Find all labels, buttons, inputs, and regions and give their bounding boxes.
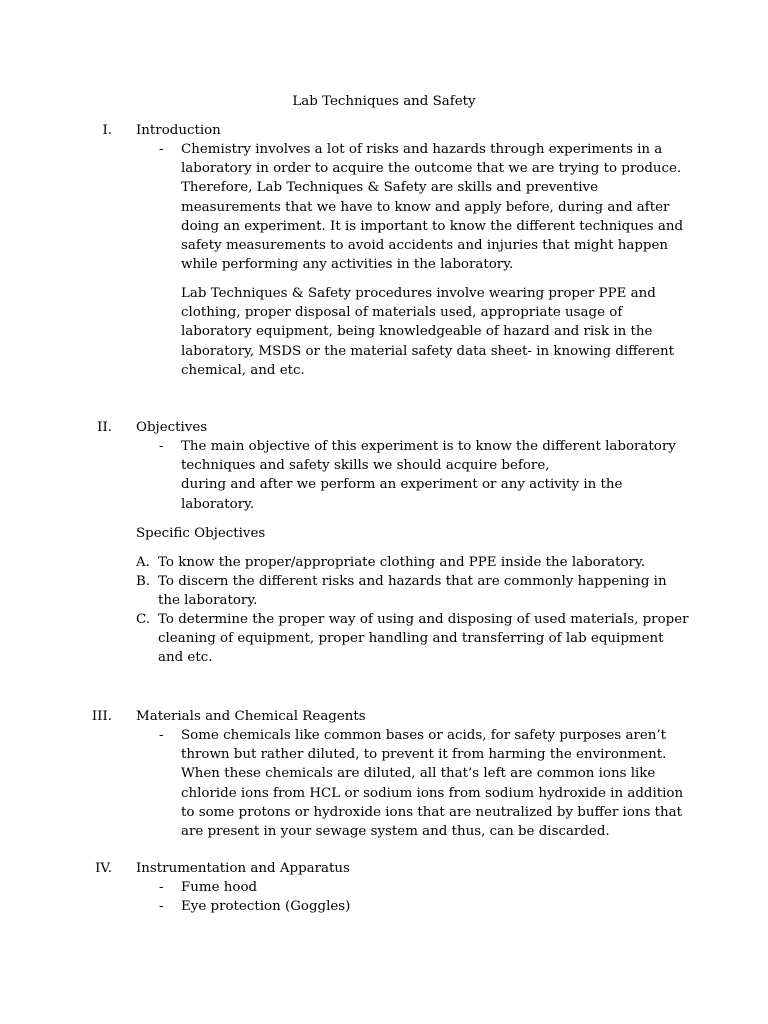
bullet-dash: - [159,142,164,157]
list-item: Eye protection (Goggles) [181,899,351,914]
text-line: To determine the proper way of using and disposing of used materials, proper [158,612,689,627]
bullet-dash: - [159,728,164,743]
text-line: Lab Techniques & Safety procedures involve wearing proper PPE and [181,286,656,301]
section-heading-instrumentation: Instrumentation and Apparatus [136,861,350,876]
bullet-dash: - [159,899,164,914]
text-line: Some chemicals like common bases or acids, for safety purposes aren’t [181,728,667,743]
specific-objective-a [158,553,645,572]
text-line: chemical, and etc. [181,362,305,378]
list-letter-b: B. [136,574,151,589]
text-line: while performing any activities in the laboratory. [181,257,514,273]
text-line: laboratory, MSDS or the material safety data sheet- in knowing different [181,343,674,359]
document-title: Lab Techniques and Safety [292,94,476,109]
objectives-paragraph [181,437,676,514]
text-line: thrown but rather diluted, to prevent it from harming the environment. [181,747,667,763]
text-line: doing an experiment. It is important to know the different techniques and [181,218,684,234]
text-line: When these chemicals are diluted, all that’s left are common ions like [181,766,656,782]
specific-objectives-heading: Specific Objectives [136,526,266,541]
section-numeral-4: IV. [95,861,112,876]
section-heading-objectives: Objectives [136,420,208,435]
list-item: Fume hood [181,880,258,895]
text-line: Chemistry involves a lot of risks and hazards through experiments in a [181,142,663,157]
text-line: chloride ions from HCL or sodium ions from sodium hydroxide in addition [181,785,684,801]
section-numeral-1: I. [102,123,112,138]
text-line: clothing, proper disposal of materials used, appropriate usage of [181,305,623,321]
text-line: To know the proper/appropriate clothing and PPE inside the laboratory. [158,555,645,570]
bullet-dash: - [159,880,164,895]
specific-objective-b [158,572,667,610]
text-line: to some protons or hydroxide ions that are neutralized by buffer ions that [181,804,683,820]
section-heading-materials: Materials and Chemical Reagents [136,709,366,724]
text-line: To discern the different risks and hazards that are commonly happening in [158,574,667,589]
specific-objective-c [158,610,689,668]
text-line: The main objective of this experiment is to know the different laboratory [181,439,676,454]
section-heading-introduction: Introduction [136,123,221,138]
text-line: during and after we perform an experiment or any activity in the [181,477,623,493]
text-line: and etc. [158,650,213,666]
introduction-paragraph-1 [181,140,683,274]
introduction-paragraph-2 [181,284,674,380]
text-line: laboratory in order to acquire the outcome that we are trying to produce. [181,161,682,177]
text-line: laboratory equipment, being knowledgeable of hazard and risk in the [181,324,653,340]
text-line: are present in your sewage system and thus, can be discarded. [181,824,610,840]
section-numeral-2: II. [97,420,112,435]
text-line: laboratory. [181,496,255,512]
text-line: the laboratory. [158,593,258,609]
text-line: techniques and safety skills we should acquire before, [181,458,550,474]
bullet-dash: - [159,439,164,454]
text-line: safety measurements to avoid accidents and injuries that might happen [181,238,669,254]
section-numeral-3: III. [91,709,112,724]
list-letter-c: C. [136,612,151,627]
text-line: measurements that we have to know and apply before, during and after [181,199,670,215]
materials-paragraph [181,726,683,841]
text-line: Therefore, Lab Techniques & Safety are skills and preventive [181,180,599,196]
list-letter-a: A. [136,555,150,570]
text-line: cleaning of equipment, proper handling and transferring of lab equipment [158,631,664,647]
